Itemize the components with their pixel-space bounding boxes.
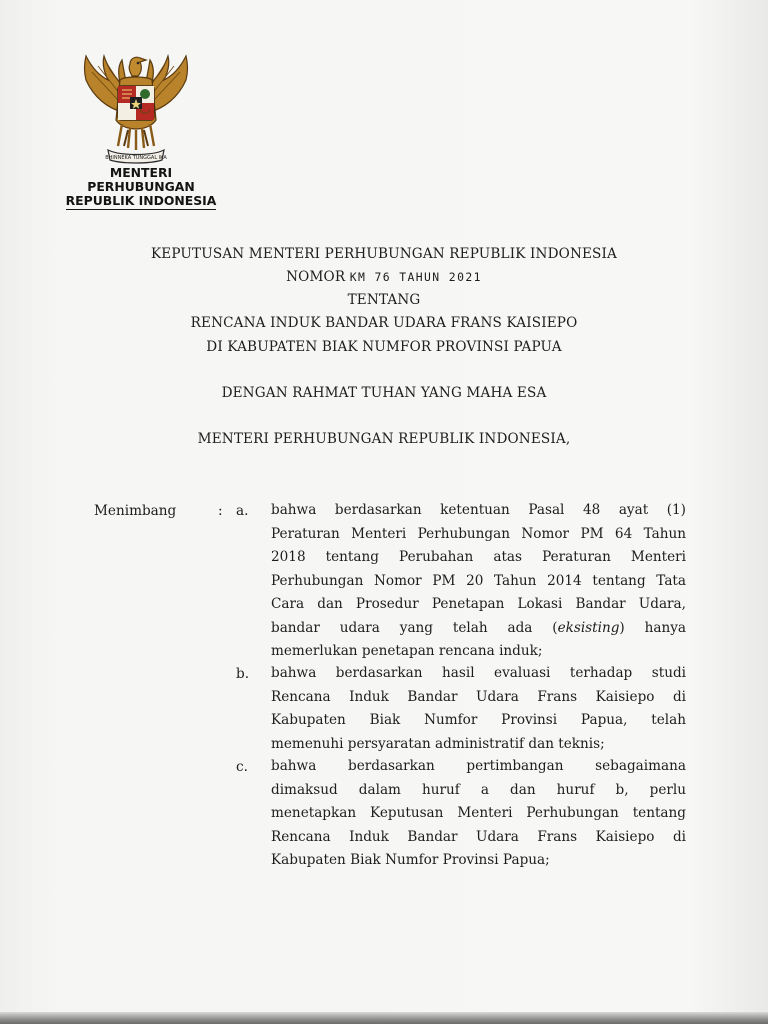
item-b-line: bahwa berdasarkan hasil evaluasi terhadap studi xyxy=(271,665,686,681)
item-a-text xyxy=(271,499,686,664)
item-a-line-italic: bandar udara yang telah ada (eksisting) hanya xyxy=(271,619,686,636)
item-a-line: Peraturan Menteri Perhubungan Nomor PM 64 Tahun xyxy=(271,525,686,542)
item-a-line: memerlukan penetapan rencana induk; xyxy=(271,643,543,659)
italic-term: eksisting xyxy=(557,619,620,636)
subject-line2: DI KABUPATEN BIAK NUMFOR PROVINSI PAPUA xyxy=(206,339,562,355)
item-c-line: Kabupaten Biak Numfor Provinsi Papua; xyxy=(271,852,550,868)
item-a-line: Perhubungan Nomor PM 20 Tahun 2014 tentang Tata xyxy=(271,572,686,589)
ministry-line1: MENTERI PERHUBUNGAN xyxy=(87,165,195,194)
considering-colon: : xyxy=(218,503,223,519)
subject-line1: RENCANA INDUK BANDAR UDARA FRANS KAISIEPO xyxy=(190,315,578,331)
about-label: TENTANG xyxy=(347,292,421,308)
item-a-line: bahwa berdasarkan ketentuan Pasal 48 ayat (1) xyxy=(271,502,686,518)
item-c-line: menetapkan Keputusan Menteri Perhubungan tentang xyxy=(271,805,686,821)
garuda-emblem-icon xyxy=(78,50,194,168)
item-b-text xyxy=(271,662,686,756)
considering-label: Menimbang xyxy=(94,503,177,519)
item-b-line: Rencana Induk Bandar Udara Frans Kaisiepo di xyxy=(271,688,686,705)
item-letter-b: b. xyxy=(236,666,250,682)
item-c-line: bahwa berdasarkan pertimbangan sebagaimana xyxy=(271,758,686,774)
nomor-label: NOMOR xyxy=(286,269,346,285)
item-letter-c: c. xyxy=(236,759,248,775)
item-letter-a: a. xyxy=(236,503,249,519)
item-a-line: Cara dan Prosedur Penetapan Lokasi Bandar Udara, xyxy=(271,596,686,612)
ministry-line2: REPUBLIK INDONESIA xyxy=(65,193,217,208)
decree-number xyxy=(0,266,768,289)
item-b-line: Kabupaten Biak Numfor Provinsi Papua, telah xyxy=(271,712,686,728)
invocation: DENGAN RAHMAT TUHAN YANG MAHA ESA xyxy=(221,385,547,401)
ministry-name xyxy=(56,166,226,210)
nomor-value: KM 76 TAHUN 2021 xyxy=(349,270,482,284)
item-a-line: 2018 tentang Perubahan atas Peraturan Menteri xyxy=(271,549,686,565)
scan-bottom-edge xyxy=(0,1012,768,1024)
item-c-line: Rencana Induk Bandar Udara Frans Kaisiepo di xyxy=(271,828,686,845)
decree-title: KEPUTUSAN MENTERI PERHUBUNGAN REPUBLIK INDONESIA xyxy=(150,246,618,262)
svg-text:BHINNEKA TUNGGAL IKA: BHINNEKA TUNGGAL IKA xyxy=(105,155,167,161)
minister-address: MENTERI PERHUBUNGAN REPUBLIK INDONESIA, xyxy=(197,431,571,447)
item-c-text xyxy=(271,755,686,873)
item-b-line: memenuhi persyaratan administratif dan teknis; xyxy=(271,735,605,752)
item-c-line: dimaksud dalam huruf a dan huruf b, perlu xyxy=(271,781,686,798)
